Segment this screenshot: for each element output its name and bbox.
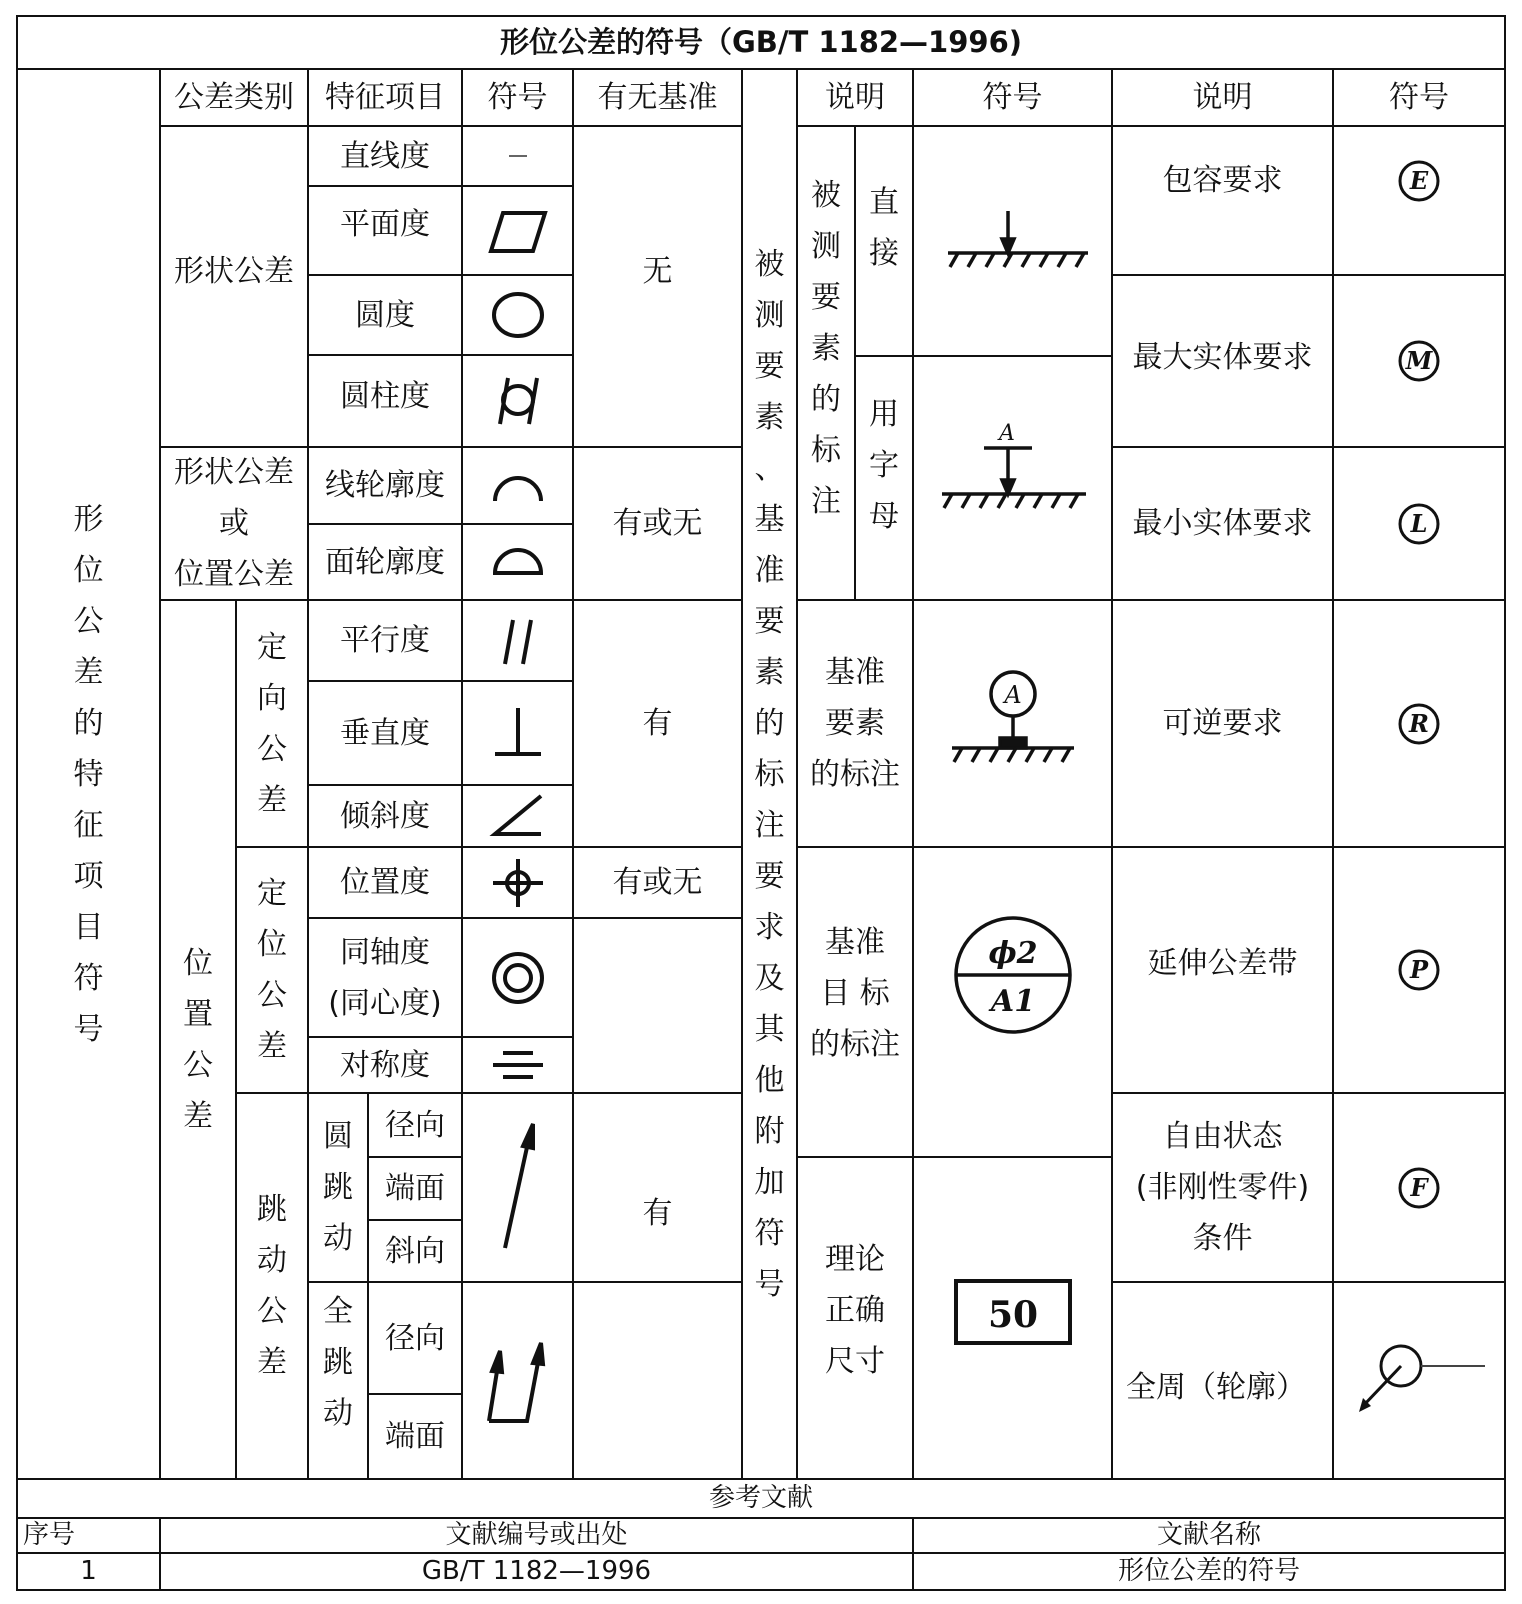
modifier-label <box>1112 600 1333 847</box>
page-title: 形位公差的符号（GB/T 1182—1996) <box>499 24 1023 59</box>
datum-position-optional: 有或无 <box>612 865 703 900</box>
circled-f-icon <box>1333 1093 1505 1282</box>
ref-row-no: 1 <box>80 1555 97 1586</box>
item-symmetry: 对称度 <box>340 1047 430 1083</box>
item-surface-profile: 面轮廓度 <box>325 544 445 580</box>
modifier-letter: L <box>1410 508 1428 538</box>
category-shape-or-position <box>160 447 308 600</box>
symmetry-icon <box>462 1037 573 1093</box>
item-total-radial: 径向 <box>385 1320 445 1356</box>
annotation-line: 尺寸 <box>825 1343 885 1379</box>
circular-runout-icon <box>462 1093 573 1282</box>
measured-feature-label <box>797 126 855 600</box>
straightness-icon <box>462 126 573 186</box>
circled-l-icon <box>1333 447 1505 600</box>
annotation-line: 的标注 <box>810 757 900 792</box>
modifier-letter: F <box>1410 1172 1428 1202</box>
datum-none: 无 <box>642 254 673 289</box>
datum-target-label <box>797 847 913 1157</box>
all-around-icon <box>1333 1282 1505 1479</box>
circled-r-icon <box>1333 600 1505 847</box>
item-coaxiality <box>308 918 462 1037</box>
item-line: 同轴度 <box>340 934 430 970</box>
header-datum: 有无基准 <box>597 80 718 115</box>
item-position: 位置度 <box>340 865 430 900</box>
ref-row-name: 形位公差的符号 <box>1117 1555 1300 1586</box>
item-cylindricity: 圆柱度 <box>340 378 430 414</box>
item-straightness: 直线度 <box>340 138 430 174</box>
modifier-label <box>1112 1282 1333 1479</box>
modifier-label-line: 最小实体要求 <box>1132 506 1313 541</box>
datum-target-top: ϕ2 <box>987 936 1038 971</box>
item-radial: 径向 <box>385 1107 445 1143</box>
direct-label <box>855 126 913 356</box>
category-circular-runout <box>308 1093 368 1282</box>
modifier-label-line: (非刚性零件) <box>1135 1170 1310 1205</box>
modifier-letter: R <box>1409 708 1429 738</box>
annotation-line: 的标注 <box>810 1026 900 1062</box>
perpendicularity-icon <box>462 681 573 785</box>
item-angularity: 倾斜度 <box>340 798 430 834</box>
modifier-label-line: 全周（轮廓） <box>1126 1370 1306 1405</box>
modifier-label <box>1112 1093 1333 1282</box>
circled-m-icon <box>1333 275 1505 447</box>
item-total-axial: 端面 <box>385 1419 445 1454</box>
modifier-label <box>1112 275 1333 447</box>
ref-col-source: 文献编号或出处 <box>445 1519 628 1550</box>
direct-leader-icon <box>913 126 1112 356</box>
annotation-line: 理论 <box>825 1241 885 1277</box>
datum-runout-required: 有 <box>642 1196 673 1231</box>
circled-e-icon <box>1333 126 1505 275</box>
vertical-text: 定 向 公 差 <box>257 629 287 818</box>
vertical-text: 用 字 母 <box>869 396 899 534</box>
modifier-label <box>1112 126 1333 275</box>
header-symbol: 符号 <box>487 80 548 115</box>
ref-col-no: 序号 <box>23 1519 76 1550</box>
circled-p-icon <box>1333 847 1505 1093</box>
category-location <box>236 847 308 1093</box>
header-category: 公差类别 <box>174 80 294 115</box>
vertical-text: 直 接 <box>869 185 899 271</box>
side-label <box>17 69 160 1479</box>
by-letter-label <box>855 356 913 600</box>
ref-col-name: 文献名称 <box>1156 1519 1261 1550</box>
vertical-text: 全 跳 动 <box>323 1294 353 1431</box>
references-heading: 参考文献 <box>708 1482 813 1513</box>
item-line-profile: 线轮廓度 <box>325 468 445 503</box>
item-axial: 端面 <box>385 1171 445 1206</box>
datum-optional: 有或无 <box>612 506 703 541</box>
item-parallelism: 平行度 <box>340 623 430 658</box>
datum-feature-icon <box>913 600 1112 847</box>
header-symbol-3: 符号 <box>1389 80 1449 115</box>
vertical-text: 被 测 要 素 、 基 准 要 素 的 标 注 要 求 及 其 他 附 加 符 号 <box>754 246 785 1302</box>
letter-leader-label: A <box>998 421 1015 446</box>
vertical-text: 跳 动 公 差 <box>257 1192 287 1380</box>
modifier-label-line: 延伸公差带 <box>1147 945 1298 981</box>
header-explanation-2: 说明 <box>1192 80 1253 115</box>
flatness-icon <box>462 186 573 275</box>
category-line: 位置公差 <box>174 557 294 592</box>
vertical-text: 定 位 公 差 <box>257 876 287 1064</box>
basic-dimension-icon <box>913 1157 1112 1479</box>
category-shape: 形状公差 <box>174 254 294 289</box>
letter-leader-icon <box>913 356 1112 600</box>
datum-feature-letter: A <box>1003 680 1022 709</box>
modifier-label-line: 最大实体要求 <box>1132 339 1313 375</box>
datum-target-icon <box>913 847 1112 1157</box>
item-roundness: 圆度 <box>355 297 415 333</box>
parallelism-icon <box>462 600 573 681</box>
category-line: 或 <box>219 506 249 541</box>
annotation-line: 目 标 <box>820 975 890 1011</box>
vertical-text: 被 测 要 素 的 标 注 <box>811 177 841 519</box>
annotation-line: 基准 <box>825 655 885 690</box>
modifier-label-line: 包容要求 <box>1162 163 1283 198</box>
line-profile-icon <box>462 447 573 524</box>
roundness-icon <box>462 275 573 355</box>
modifier-label-line: 条件 <box>1192 1221 1253 1256</box>
item-oblique: 斜向 <box>385 1233 445 1269</box>
item-perpendicularity: 垂直度 <box>340 715 430 751</box>
item-line: (同心度) <box>328 985 442 1021</box>
modifier-label-line: 自由状态 <box>1162 1119 1283 1154</box>
category-line: 形状公差 <box>174 455 294 490</box>
vertical-text: 位 置 公 差 <box>183 945 213 1134</box>
modifier-letter: M <box>1405 346 1433 375</box>
surface-profile-icon <box>462 524 573 600</box>
modifier-letter: E <box>1409 165 1429 195</box>
modifier-label-line: 可逆要求 <box>1162 706 1283 741</box>
basic-dimension-value: 50 <box>987 1294 1038 1336</box>
category-position <box>160 600 236 1479</box>
item-flatness: 平面度 <box>340 207 430 242</box>
header-symbol-2: 符号 <box>982 80 1043 115</box>
annotation-line: 要素 <box>825 706 885 741</box>
total-runout-icon <box>462 1282 573 1479</box>
theoretical-dimension-label <box>797 1157 913 1479</box>
datum-target-bottom: A1 <box>990 984 1035 1019</box>
datum-required: 有 <box>642 706 673 741</box>
annotation-line: 正确 <box>825 1292 885 1328</box>
datum-feature-label <box>797 600 913 847</box>
position-icon <box>462 847 573 918</box>
cylindricity-icon <box>462 355 573 447</box>
category-total-runout <box>308 1282 368 1479</box>
header-item: 特征项目 <box>325 80 445 115</box>
vertical-text: 圆 跳 动 <box>323 1119 353 1256</box>
header-explanation: 说明 <box>825 80 885 115</box>
mid-label <box>742 69 797 1479</box>
ref-row-source: GB/T 1182—1996 <box>421 1555 652 1586</box>
angularity-icon <box>462 785 573 847</box>
modifier-letter: P <box>1409 955 1429 984</box>
coaxiality-icon <box>462 918 573 1037</box>
annotation-line: 基准 <box>825 924 885 960</box>
modifier-label <box>1112 447 1333 600</box>
vertical-text: 形 位 公 差 的 特 征 项 目 符 号 <box>73 501 104 1047</box>
category-orientation <box>236 600 308 847</box>
category-runout <box>236 1093 308 1479</box>
modifier-label <box>1112 847 1333 1093</box>
